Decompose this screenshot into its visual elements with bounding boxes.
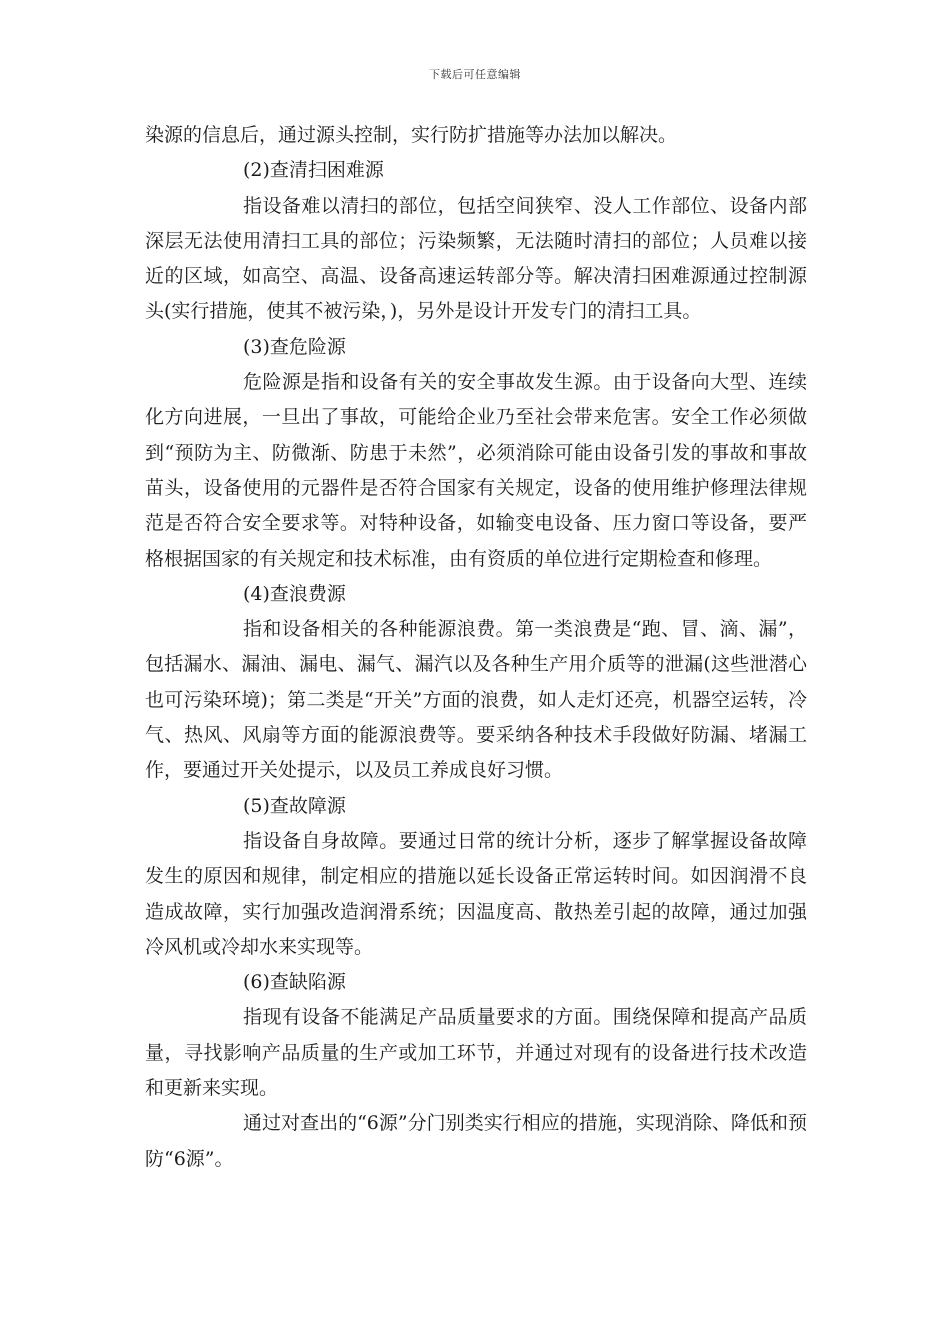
paragraph-fault: 指设备自身故障。要通过日常的统计分析，逐步了解掌握设备故障发生的原因和规律，制定相应的措施以延长设备正常运转时间。如因润滑不良造成故障，实行加强改造润滑系统；因温度高、散热差引起的故障，通过加强冷风机或冷却水来实现等。: [145, 829, 807, 958]
paragraph-hazard: 危险源是指和设备有关的安全事故发生源。由于设备向大型、连续化方向进展，一旦出了事故，可能给企业乃至社会带来危害。安全工作必须做到“预防为主、防微渐、防患于未然”，必须消除可能由设备引发的事故和事故苗头，设备使用的元器件是否符合国家有关规定，设备的使用维护修理法律规范是否符合安全要求等。对特种设备，如输变电设备、压力窗口等设备，要严格根据国家的有关规定和技术标准，由有资质的单位进行定期检查和修理。: [145, 371, 807, 570]
paragraph-summary: 通过对查出的“6源”分门别类实行相应的措施，实现消除、降低和预防“6源”。: [145, 1112, 807, 1170]
paragraph-defect: 指现有设备不能满足产品质量要求的方面。围绕保障和提高产品质量，寻找影响产品质量的生产或加工环节，并通过对现有的设备进行技术改造和更新来实现。: [145, 1006, 807, 1100]
section-heading-fault: (5)查故障源: [243, 794, 346, 817]
section-heading-defect: (6)查缺陷源: [243, 971, 346, 994]
paragraph-waste: 指和设备相关的各种能源浪费。第一类浪费是“跑、冒、滴、漏”，包括漏水、漏油、漏电、漏气、漏汽以及各种生产用介质等的泄漏(这些泄潜心也可污染环境)；第二类是“开关”方面的浪费，如人走灯还亮，机器空运转，冷气、热风、风扇等方面的能源浪费等。要采纳各种技术手段做好防漏、堵漏工作，要通过开关处提示，以及员工养成良好习惯。: [145, 618, 807, 782]
section-heading-hazard: (3)查危险源: [243, 335, 346, 358]
page-header: 下载后可任意编辑: [429, 68, 521, 81]
paragraph-continuation: 染源的信息后，通过源头控制，实行防扩措施等办法加以解决。: [145, 124, 678, 146]
paragraph-cleaning-difficulty: 指设备难以清扫的部位，包括空间狭窄、没人工作部位、设备内部深层无法使用清扫工具的部位；污染频繁，无法随时清扫的部位；人员难以接近的区域，如高空、高温、设备高速运转部分等。解决清扫困难源通过控制源头(实行措施，使其不被污染，)，另外是设计开发专门的清扫工具。: [145, 194, 807, 323]
document-body: [145, 118, 807, 1177]
section-heading-cleaning-difficulty: (2)查清扫困难源: [243, 159, 384, 182]
section-heading-waste: (4)查浪费源: [243, 582, 346, 605]
